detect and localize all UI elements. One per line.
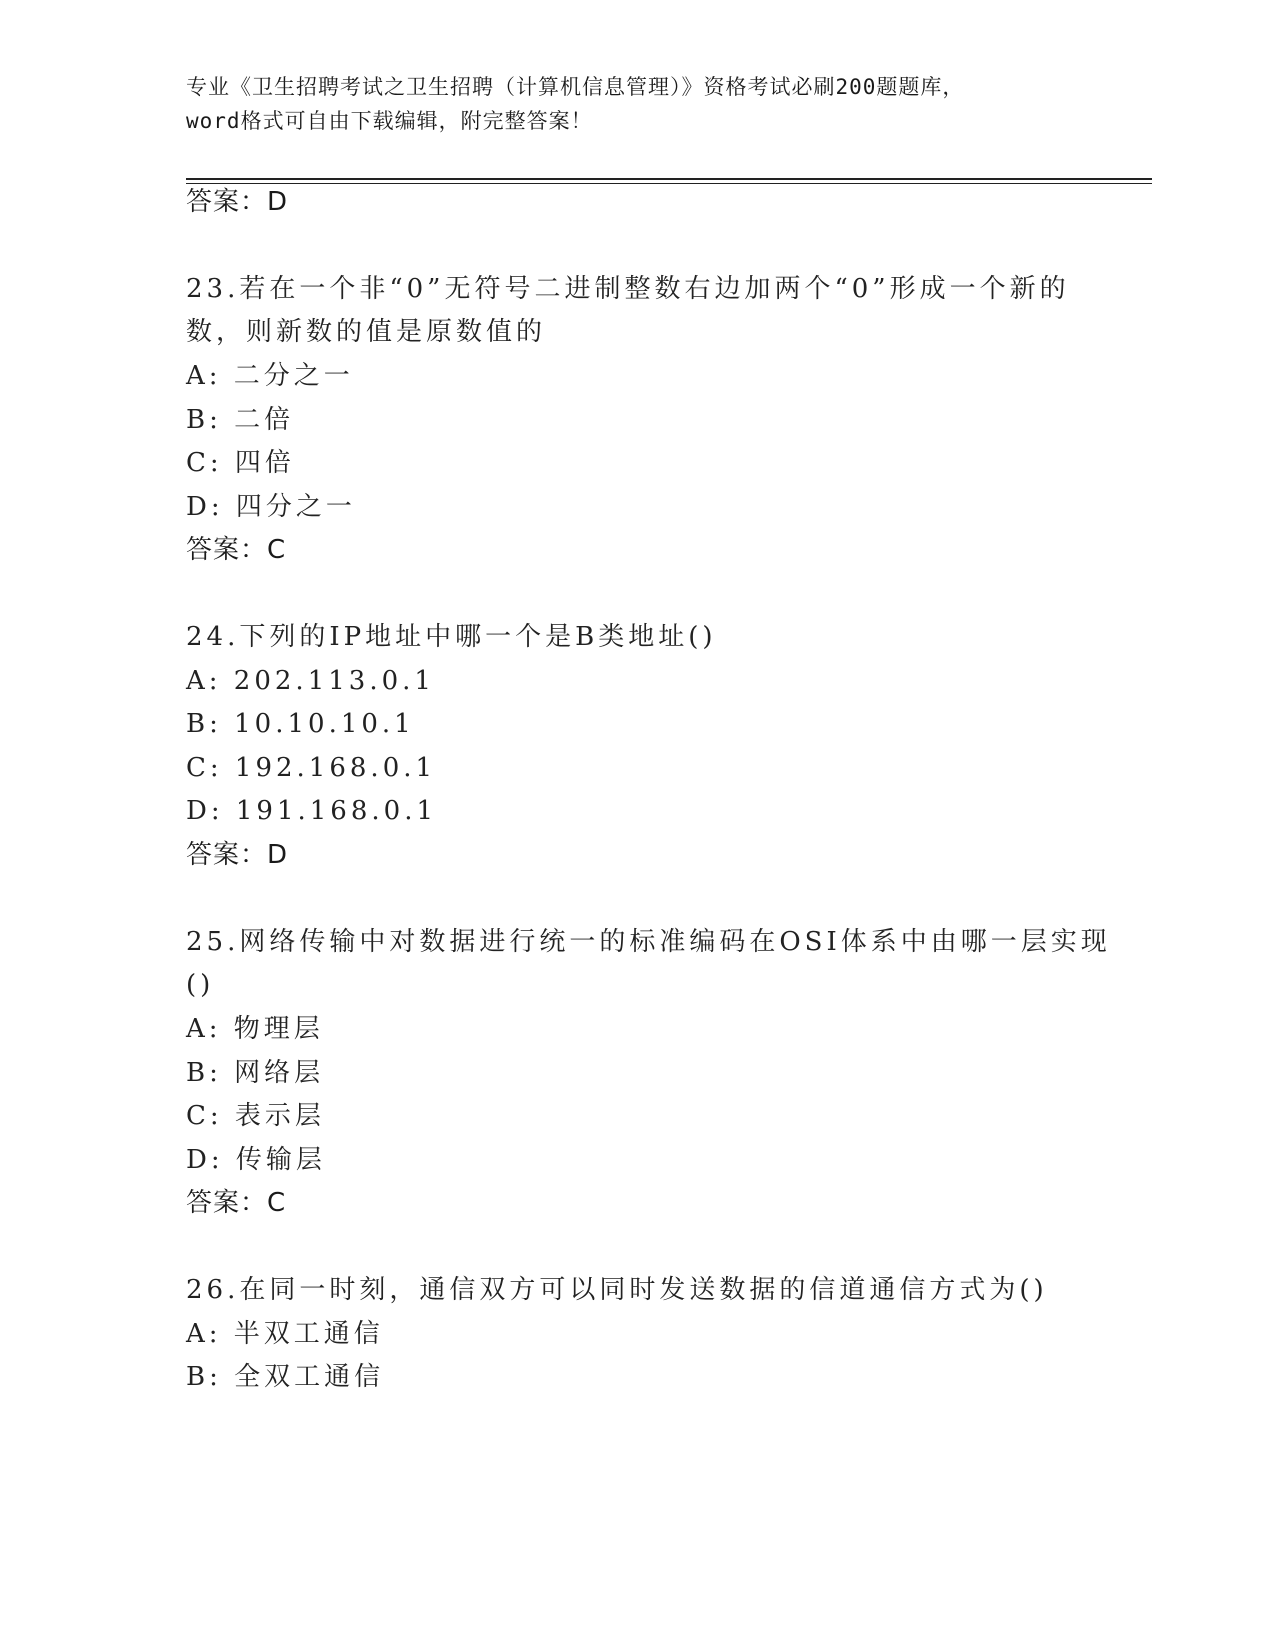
answer-line: 答案：C: [186, 1188, 287, 1218]
header-line-1: 专业《卫生招聘考试之卫生招聘（计算机信息管理）》资格考试必刷200题题库，: [186, 75, 965, 99]
option-b: B: 二倍: [186, 405, 295, 435]
option-d: D: 191.168.0.1: [186, 796, 437, 826]
document-header: [186, 70, 1086, 138]
option-a: A: 202.113.0.1: [186, 666, 435, 696]
question-text: 26.在同一时刻，通信双方可以同时发送数据的信道通信方式为(): [186, 1275, 1048, 1305]
answer-line: 答案：D: [186, 187, 289, 217]
option-d: D: 四分之一: [186, 492, 356, 522]
question-text: 25.网络传输中对数据进行统一的标准编码在OSI体系中由哪一层实现: [186, 927, 1111, 957]
option-c: C: 192.168.0.1: [186, 753, 437, 783]
header-line-2: word格式可自由下载编辑，附完整答案！: [186, 109, 593, 133]
option-b: B: 网络层: [186, 1058, 325, 1088]
option-a: A: 二分之一: [186, 361, 354, 391]
option-b: B: 10.10.10.1: [186, 709, 415, 739]
answer-line: 答案：D: [186, 840, 289, 870]
answer-line: 答案：C: [186, 535, 287, 565]
option-c: C: 表示层: [186, 1101, 325, 1131]
option-d: D: 传输层: [186, 1145, 326, 1175]
option-a: A: 半双工通信: [186, 1319, 384, 1349]
option-a: A: 物理层: [186, 1014, 324, 1044]
option-b: B: 全双工通信: [186, 1362, 385, 1392]
header-rule-thick: [186, 178, 1152, 180]
question-text: 数，则新数的值是原数值的: [186, 317, 547, 347]
option-c: C: 四倍: [186, 448, 295, 478]
header-rule-thin: [186, 183, 1152, 184]
question-text: 23.若在一个非“0”无符号二进制整数右边加两个“0”形成一个新的: [186, 274, 1070, 304]
question-text: 24.下列的IP地址中哪一个是B类地址(): [186, 622, 717, 652]
question-text: (): [186, 970, 215, 1000]
